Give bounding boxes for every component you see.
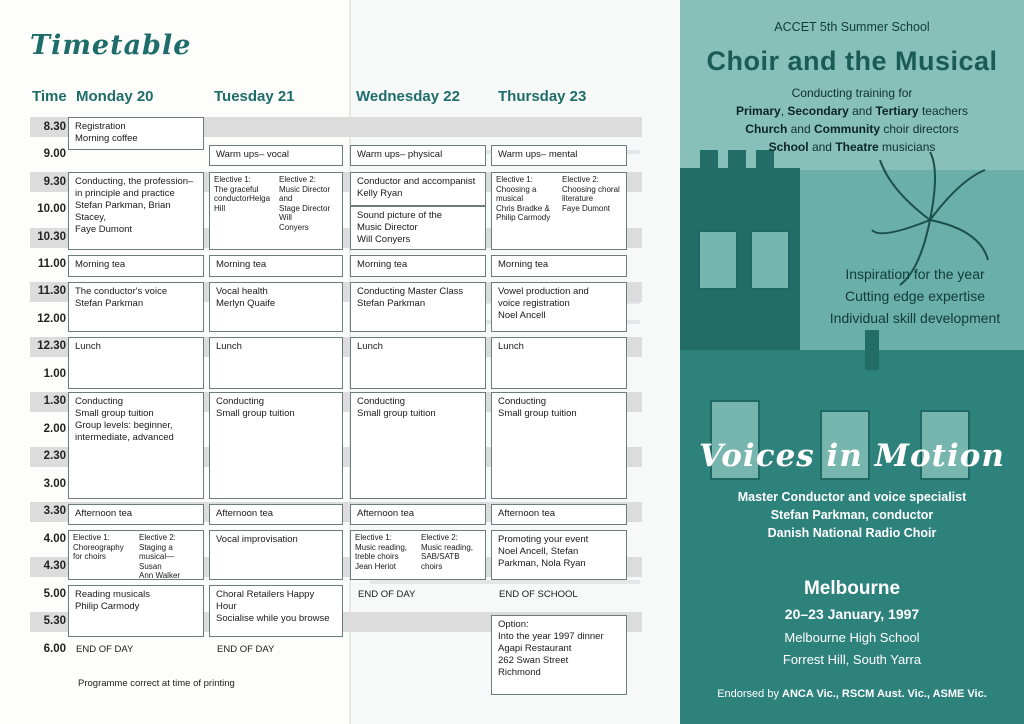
mon-registration: Registration Morning coffee (68, 117, 204, 150)
tue-electives: Elective 1: The graceful conductorHelga Hill Elective 2: Music Director and Stage Director Will Conyers (209, 172, 343, 250)
mon-reading-musicals: Reading musicals Philip Carmody (68, 585, 204, 637)
timetable-title: Timetable (30, 30, 192, 61)
tagline-1: Inspiration for the year (845, 266, 985, 282)
wed-end: END OF DAY (358, 589, 416, 600)
series-label: ACCET 5th Summer School (774, 20, 930, 34)
time-label: 6.00 (43, 643, 66, 655)
thu-small-group: Conducting Small group tuition (491, 392, 627, 499)
tue-vocal-improvisation: Vocal improvisation (209, 530, 343, 580)
speaker-line-3: Danish National Radio Choir (767, 526, 937, 540)
mon-morning-tea: Morning tea (68, 255, 204, 277)
time-label: 1.30 (43, 395, 66, 407)
tagline-3: Individual skill development (829, 310, 1001, 326)
wed-small-group: Conducting Small group tuition (350, 392, 486, 499)
audience-line-2: Primary, Secondary and Tertiary teachers (736, 104, 968, 118)
mon-lunch: Lunch (68, 337, 204, 389)
venue-line-1: Melbourne High School (784, 630, 920, 645)
wed-morning-tea: Morning tea (350, 255, 486, 277)
city: Melbourne (803, 578, 901, 599)
endorsements: Endorsed by ANCA Vic., RSCM Aust. Vic., ASME Vic. (717, 688, 987, 700)
mon-conducting-profession: Conducting, the profession– in principle and practice Stefan Parkman, Brian Stacey, Faye Dumont (68, 172, 204, 250)
time-label: 3.30 (43, 505, 66, 517)
audience-line-1: Conducting training for (791, 86, 913, 100)
time-label: 5.30 (43, 615, 66, 627)
mon-electives: Elective 1: Choreography for choirs Elective 2: Staging a musical— Susan Ann Walker (68, 530, 204, 580)
time-label: 11.00 (37, 258, 66, 270)
tue-warmups: Warm ups– vocal (209, 145, 343, 166)
tue-lunch: Lunch (209, 337, 343, 389)
wed-master-class: Conducting Master Class Stefan Parkman (350, 282, 486, 332)
tue-morning-tea: Morning tea (209, 255, 343, 277)
speaker-line-1: Master Conductor and voice specialist (737, 490, 967, 504)
brochure-title: Choir and the Musical (706, 46, 998, 76)
header-tuesday: Tuesday 21 (214, 88, 295, 105)
programme-footnote: Programme correct at time of printing (78, 678, 235, 689)
time-label: 2.30 (43, 450, 66, 462)
header-time: Time (32, 88, 67, 105)
audience-line-3: Church and Community choir directors (745, 122, 959, 136)
speaker-line-2: Stefan Parkman, conductor (770, 508, 934, 522)
time-label: 5.00 (43, 588, 66, 600)
tue-end: END OF DAY (217, 644, 275, 655)
wed-sound-picture: Sound picture of the Music Director Will Conyers (350, 206, 486, 250)
thu-afternoon-tea: Afternoon tea (491, 504, 627, 525)
time-label: 10.30 (37, 231, 66, 243)
mon-end: END OF DAY (76, 644, 134, 655)
time-label: 12.30 (37, 340, 66, 352)
tue-vocal-health: Vocal health Merlyn Quaife (209, 282, 343, 332)
wed-electives: Elective 1: Music reading, treble choirs Jean Heriot Elective 2: Music reading, SAB/SATB choirs (350, 530, 486, 580)
header-wednesday: Wednesday 22 (356, 88, 460, 105)
brochure-cover (680, 0, 1024, 724)
tue-small-group: Conducting Small group tuition (209, 392, 343, 499)
thu-promoting-event: Promoting your event Noel Ancell, Stefan Parkman, Nola Ryan (491, 530, 627, 580)
wed-warmups: Warm ups– physical (350, 145, 486, 166)
header-thursday: Thursday 23 (498, 88, 587, 105)
time-label: 9.30 (43, 176, 66, 188)
time-label: 1.00 (43, 368, 66, 380)
time-label: 4.30 (43, 560, 66, 572)
time-label: 2.00 (43, 423, 66, 435)
thu-vowel-production: Vowel production and voice registration Noel Ancell (491, 282, 627, 332)
thu-warmups: Warm ups– mental (491, 145, 627, 166)
mon-small-group: Conducting Small group tuition Group levels: beginner, intermediate, advanced (68, 392, 204, 499)
tagline-2: Cutting edge expertise (844, 288, 986, 304)
mon-conductors-voice: The conductor's voice Stefan Parkman (68, 282, 204, 332)
tue-choral-retailers: Choral Retailers Happy Hour Socialise while you browse (209, 585, 343, 637)
time-label: 12.00 (37, 313, 66, 325)
wed-afternoon-tea: Afternoon tea (350, 504, 486, 525)
header-monday: Monday 20 (76, 88, 154, 105)
time-label: 3.00 (43, 478, 66, 490)
event-dates: 20–23 January, 1997 (784, 606, 920, 622)
venue-line-2: Forrest Hill, South Yarra (782, 652, 922, 667)
audience-line-4: School and Theatre musicians (768, 140, 936, 154)
thu-end: END OF SCHOOL (499, 589, 578, 600)
wed-lunch: Lunch (350, 337, 486, 389)
thu-lunch: Lunch (491, 337, 627, 389)
thu-morning-tea: Morning tea (491, 255, 627, 277)
time-label: 9.00 (43, 148, 66, 160)
time-label: 11.30 (37, 285, 66, 297)
wed-conductor-accompanist: Conductor and accompanist Kelly Ryan (350, 172, 486, 206)
mon-afternoon-tea: Afternoon tea (68, 504, 204, 525)
faded-text (370, 580, 640, 584)
thu-option-dinner: Option: Into the year 1997 dinner Agapi Restaurant 262 Swan Street Richmond (491, 615, 627, 695)
time-label: 10.00 (37, 203, 66, 215)
thu-electives: Elective 1: Choosing a musical Chris Bradke & Philip Carmody Elective 2: Choosing choral literature Faye Dumont (491, 172, 627, 250)
voices-in-motion-heading: Voices in Motion (699, 438, 1005, 474)
tue-afternoon-tea: Afternoon tea (209, 504, 343, 525)
time-label: 8.30 (43, 121, 66, 133)
time-label: 4.00 (43, 533, 66, 545)
